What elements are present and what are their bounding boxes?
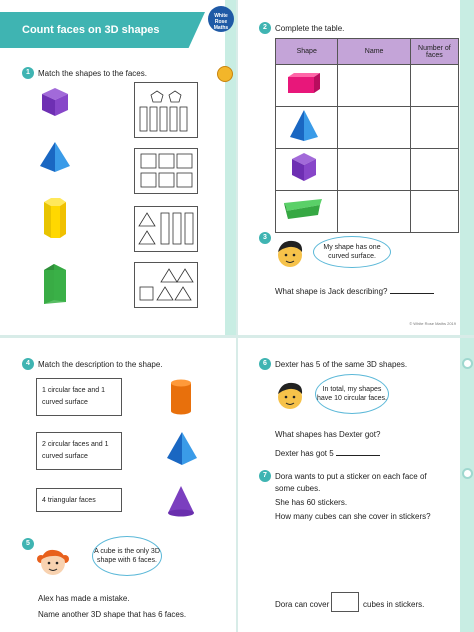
name-cell[interactable] <box>338 191 410 233</box>
hexagonal-prism-shape <box>38 196 72 242</box>
faces-cell[interactable] <box>410 149 458 191</box>
name-cell[interactable] <box>338 65 410 107</box>
question-number-1: 1 <box>22 67 34 79</box>
question-7-line-2: some cubes. <box>275 484 321 493</box>
shapes-table <box>275 38 459 233</box>
page-divider-vertical <box>236 0 238 632</box>
question-6-question: What shapes has Dexter got? <box>275 430 381 439</box>
cube-cell <box>276 149 338 191</box>
question-number-5: 5 <box>22 538 34 550</box>
answer-line[interactable] <box>336 448 380 456</box>
faces-cell[interactable] <box>410 65 458 107</box>
side-strip <box>460 336 474 632</box>
answer-prefix: Dora can cover <box>275 600 330 609</box>
question-2-text: Complete the table. <box>275 24 345 33</box>
question-5-line-2: Name another 3D shape that has 6 faces. <box>38 610 187 619</box>
prism-cell <box>276 191 338 233</box>
name-cell[interactable] <box>338 149 410 191</box>
worksheet-page-4 <box>237 336 474 632</box>
question-7-line-1: Dora wants to put a sticker on each face of <box>275 472 427 481</box>
binder-ring-icon <box>462 468 473 479</box>
question-3-question: What shape is Jack describing? <box>275 287 388 296</box>
question-1-text: Match the shapes to the faces. <box>38 69 147 78</box>
side-strip <box>460 0 474 336</box>
cylinder-shape[interactable] <box>168 378 194 416</box>
page-title: Count faces on 3D shapes <box>22 24 160 36</box>
table-header-name: Name <box>338 39 410 65</box>
square-pyramid-shape[interactable] <box>165 430 199 468</box>
triangular-prism-shape <box>276 191 332 227</box>
triangles-rectangles-icon <box>135 207 197 251</box>
pyramid-shape <box>276 107 332 143</box>
table-row <box>276 65 459 107</box>
pyramid-cell <box>276 107 338 149</box>
cube-shape <box>38 85 72 119</box>
question-6-text: Dexter has 5 of the same 3D shapes. <box>275 360 408 369</box>
question-number-2: 2 <box>259 22 271 34</box>
answer-line[interactable] <box>390 286 434 294</box>
cone-shape[interactable] <box>165 484 197 518</box>
square-triangles-icon <box>135 263 197 307</box>
speech-bubble-alex: A cube is the only 3D shape with 6 faces. <box>92 536 162 576</box>
table-row <box>276 191 459 233</box>
description-card-1[interactable]: 1 circular face and 1 curved surface <box>36 378 122 416</box>
question-7-line-4: How many cubes can she cover in stickers? <box>275 512 431 521</box>
faces-card-square-pyramid[interactable] <box>134 262 198 308</box>
answer-box[interactable] <box>331 592 359 612</box>
question-number-7: 7 <box>259 470 271 482</box>
question-number-6: 6 <box>259 358 271 370</box>
square-pyramid-shape <box>38 140 72 174</box>
page-divider-horizontal <box>0 335 474 338</box>
worksheet-page-1 <box>0 0 237 336</box>
binder-ring-icon <box>462 358 473 369</box>
table-header-faces: Number of faces <box>410 39 458 65</box>
question-6-answer <box>275 448 380 458</box>
cube-shape <box>276 149 332 185</box>
speech-bubble-jack: My shape has one curved surface. <box>313 236 391 268</box>
cuboid-shape <box>276 65 332 101</box>
question-7-line-3: She has 60 stickers. <box>275 498 348 507</box>
boy-face-icon <box>275 238 305 270</box>
speech-bubble-dexter: In total, my shapes have 10 circular faces. <box>315 374 389 414</box>
cuboid-cell <box>276 65 338 107</box>
fox-icon <box>217 66 233 82</box>
answer-prefix: Dexter has got 5 <box>275 449 334 458</box>
faces-cell[interactable] <box>410 107 458 149</box>
table-row <box>276 107 459 149</box>
question-number-4: 4 <box>22 358 34 370</box>
worksheet-page-2 <box>237 0 474 336</box>
copyright-text: © White Rose Maths 2019 <box>409 321 456 326</box>
name-cell[interactable] <box>338 107 410 149</box>
answer-suffix: cubes in stickers. <box>363 600 425 609</box>
faces-cell[interactable] <box>410 191 458 233</box>
question-3-text <box>275 286 434 296</box>
description-card-3[interactable]: 4 triangular faces <box>36 488 122 512</box>
triangular-prism-shape <box>40 262 70 306</box>
six-squares-icon <box>135 149 197 193</box>
table-header-shape: Shape <box>276 39 338 65</box>
table-row <box>276 149 459 191</box>
boy-face-icon <box>275 380 305 412</box>
girl-face-icon <box>36 546 70 578</box>
question-number-3: 3 <box>259 232 271 244</box>
description-card-2[interactable]: 2 circular faces and 1 curved surface <box>36 432 122 470</box>
white-rose-logo: White Rose Maths <box>208 6 234 32</box>
question-4-text: Match the description to the shape. <box>38 360 163 369</box>
faces-card-squares[interactable] <box>134 148 198 194</box>
faces-card-pentagonal[interactable] <box>134 82 198 138</box>
question-5-line-1: Alex has made a mistake. <box>38 594 130 603</box>
worksheet-page-3 <box>0 336 237 632</box>
pentagon-rectangles-icon <box>135 83 197 137</box>
faces-card-triangular-prism[interactable] <box>134 206 198 252</box>
